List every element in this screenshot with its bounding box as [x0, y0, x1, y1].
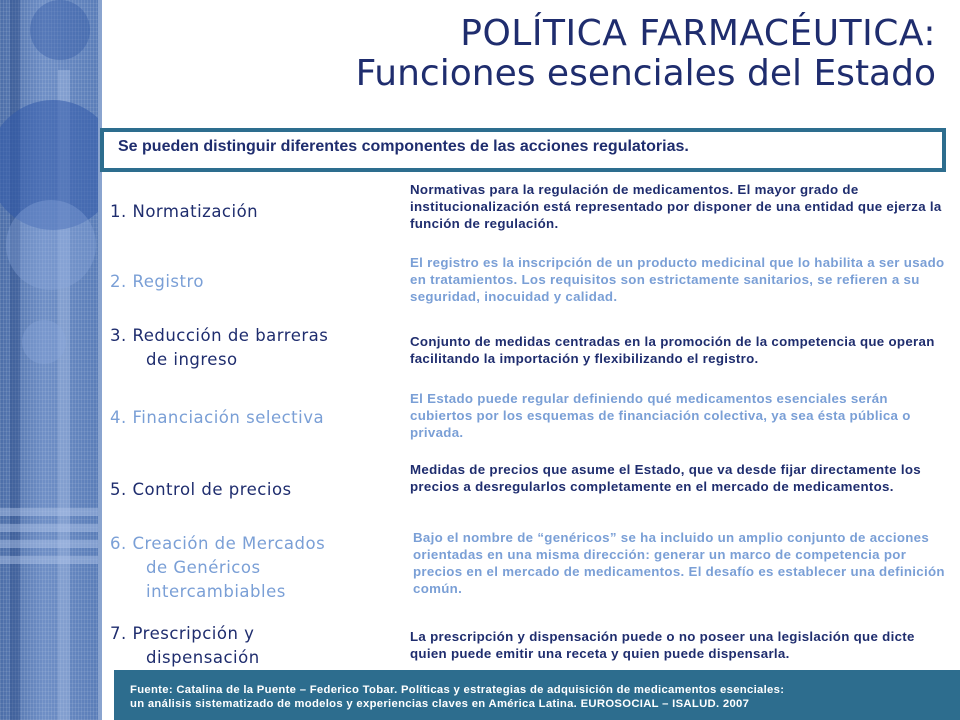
- band-circle: [22, 320, 66, 364]
- accent-vertical-line: [98, 0, 102, 720]
- band-circle: [6, 200, 96, 290]
- label-line: 4. Financiación selectiva: [110, 408, 325, 427]
- component-desc-registro: El registro es la inscripción de un producto medicinal que lo habilita a ser usado en tratamientos. Los requisitos son estrictamente sanitarios, se refieren a su seguridad, inocuidad y calidad.: [410, 255, 945, 304]
- label-line: dispensación: [146, 648, 260, 667]
- label-line: 2. Registro: [110, 272, 205, 291]
- band-circle: [30, 0, 90, 60]
- label-line: de ingreso: [146, 350, 238, 369]
- label-line: 7. Prescripción y: [110, 624, 255, 643]
- component-label-control-precios: [110, 478, 292, 502]
- intro-box: [100, 128, 946, 172]
- source-footer: [114, 670, 960, 720]
- component-label-normatizacion: [110, 200, 258, 224]
- component-label-registro: [110, 270, 204, 294]
- component-desc-normatizacion: Normativas para la regulación de medicamentos. El mayor grado de institucionalización está representado por disponer de una entidad que ejerza la función de regulación.: [410, 182, 942, 231]
- component-label-financiacion: [110, 406, 324, 430]
- component-label-genericos: [110, 532, 325, 604]
- label-line: intercambiables: [146, 582, 286, 601]
- label-line: 1. Normatización: [110, 202, 259, 221]
- footer-line-2: un análisis sistematizado de modelos y experiencias claves en América Latina. EUROSOCIAL – ISALUD. 2007: [130, 698, 750, 710]
- slide-title: [356, 14, 936, 95]
- component-label-prescripcion: [110, 622, 260, 670]
- title-line-1: POLÍTICA FARMACÉUTICA:: [460, 13, 936, 54]
- footer-line-1: Fuente: Catalina de la Puente – Federico Tobar. Políticas y estrategias de adquisición de medicamentos esenciales:: [130, 684, 785, 696]
- component-desc-prescripcion: La prescripción y dispensación puede o no poseer una legislación que dicte quien puede emitir una receta y quien puede dispensarla.: [410, 629, 915, 661]
- component-desc-financiacion: El Estado puede regular definiendo qué medicamentos esenciales serán cubiertos por los esquemas de financiación colectiva, ya sea ésta pública o privada.: [410, 391, 911, 440]
- band-line: [0, 508, 98, 516]
- decorative-side-band: [0, 0, 98, 720]
- component-desc-control-precios: Medidas de precios que asume el Estado, que va desde fijar directamente los precios a desregularlos completamente en el mercado de medicamentos.: [410, 462, 921, 494]
- band-line: [0, 524, 98, 532]
- title-line-2: Funciones esenciales del Estado: [355, 53, 936, 95]
- component-desc-genericos: Bajo el nombre de “genéricos” se ha incluido un amplio conjunto de acciones orientadas en una misma dirección: generar un marco de competencia por precios en el mercado de medicamentos. El desafío es establecer una definición común.: [413, 530, 945, 596]
- band-stripe: [10, 0, 20, 720]
- label-line: de Genéricos: [146, 558, 261, 577]
- component-label-reduccion-barreras: [110, 324, 328, 372]
- intro-text: Se pueden distinguir diferentes componentes de las acciones regulatorias.: [104, 132, 942, 168]
- band-line: [0, 540, 98, 548]
- label-line: 6. Creación de Mercados: [110, 534, 326, 553]
- label-line: 5. Control de precios: [110, 480, 292, 499]
- component-desc-reduccion-barreras: Conjunto de medidas centradas en la promoción de la competencia que operan facilitando la importación y flexibilizando el registro.: [410, 334, 935, 366]
- band-line: [0, 556, 98, 564]
- label-line: 3. Reducción de barreras: [110, 326, 329, 345]
